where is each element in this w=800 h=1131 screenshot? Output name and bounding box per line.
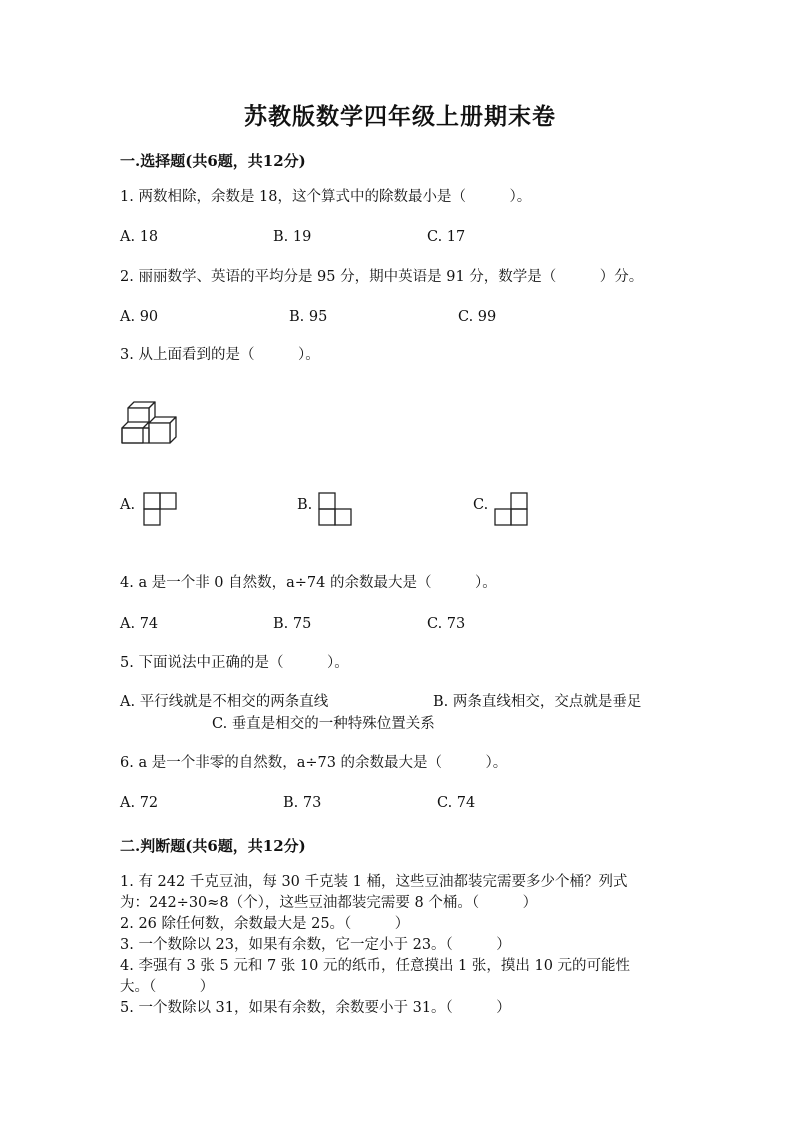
- question-3-option-a[interactable]: A.: [120, 497, 136, 513]
- question-3-option-b[interactable]: B.: [297, 497, 313, 513]
- question-1-option-a[interactable]: A. 18: [120, 229, 159, 245]
- question-2-stem: 2. 丽丽数学、英语的平均分是 95 分，期中英语是 91 分，数学是（ ）分。: [120, 269, 644, 285]
- question-6-option-a[interactable]: A. 72: [120, 795, 159, 811]
- judge-1-line-1: 1. 有 242 千克豆油，每 30 千克装 1 桶，这些豆油都装完需要多少个桶？列式: [120, 874, 628, 890]
- cube-stack-figure: [118, 398, 184, 448]
- question-6-option-b[interactable]: B. 73: [283, 795, 322, 811]
- question-5-option-b[interactable]: B. 两条直线相交，交点就是垂足: [433, 694, 642, 710]
- question-2-option-a[interactable]: A. 90: [120, 309, 159, 325]
- question-4-option-c[interactable]: C. 73: [427, 616, 466, 632]
- question-5-option-a[interactable]: A. 平行线就是不相交的两条直线: [120, 694, 329, 710]
- question-3-stem: 3. 从上面看到的是（ ）。: [120, 347, 320, 363]
- question-5-stem: 5. 下面说法中正确的是（ ）。: [120, 655, 349, 671]
- view-shape-b-icon: [318, 492, 354, 528]
- question-4-option-b[interactable]: B. 75: [273, 616, 312, 632]
- question-4-stem: 4. a 是一个非 0 自然数，a÷74 的余数最大是（ ）。: [120, 575, 497, 591]
- judge-4-line-2: 大。（ ）: [120, 979, 215, 995]
- view-shape-c-icon: [494, 492, 530, 528]
- question-6-option-c[interactable]: C. 74: [437, 795, 476, 811]
- view-shape-a-icon: [143, 492, 179, 528]
- question-1-option-c[interactable]: C. 17: [427, 229, 466, 245]
- question-5-option-c[interactable]: C. 垂直是相交的一种特殊位置关系: [212, 716, 435, 732]
- question-1-stem: 1. 两数相除，余数是 18，这个算式中的除数最小是（ ）。: [120, 189, 532, 205]
- judge-1-line-2: 为：242÷30≈8（个），这些豆油都装完需要 8 个桶。（ ）: [120, 895, 538, 911]
- section-heading-choice: 一.选择题(共6题，共12分): [120, 152, 306, 170]
- question-1-option-b[interactable]: B. 19: [273, 229, 312, 245]
- question-6-stem: 6. a 是一个非零的自然数，a÷73 的余数最大是（ ）。: [120, 755, 508, 771]
- judge-3: 3. 一个数除以 23，如果有余数，它一定小于 23。（ ）: [120, 937, 511, 953]
- judge-2: 2. 26 除任何数，余数最大是 25。（ ）: [120, 916, 410, 932]
- judge-5: 5. 一个数除以 31，如果有余数，余数要小于 31。（ ）: [120, 1000, 511, 1016]
- question-2-option-c[interactable]: C. 99: [458, 309, 497, 325]
- judge-4-line-1: 4. 李强有 3 张 5 元和 7 张 10 元的纸币，任意摸出 1 张，摸出 10 元的可能性: [120, 958, 631, 974]
- question-3-option-c[interactable]: C.: [473, 497, 489, 513]
- question-2-option-b[interactable]: B. 95: [289, 309, 328, 325]
- section-heading-true-false: 二.判断题(共6题，共12分): [120, 837, 306, 855]
- page-title: 苏教版数学四年级上册期末卷: [244, 103, 556, 130]
- question-4-option-a[interactable]: A. 74: [120, 616, 159, 632]
